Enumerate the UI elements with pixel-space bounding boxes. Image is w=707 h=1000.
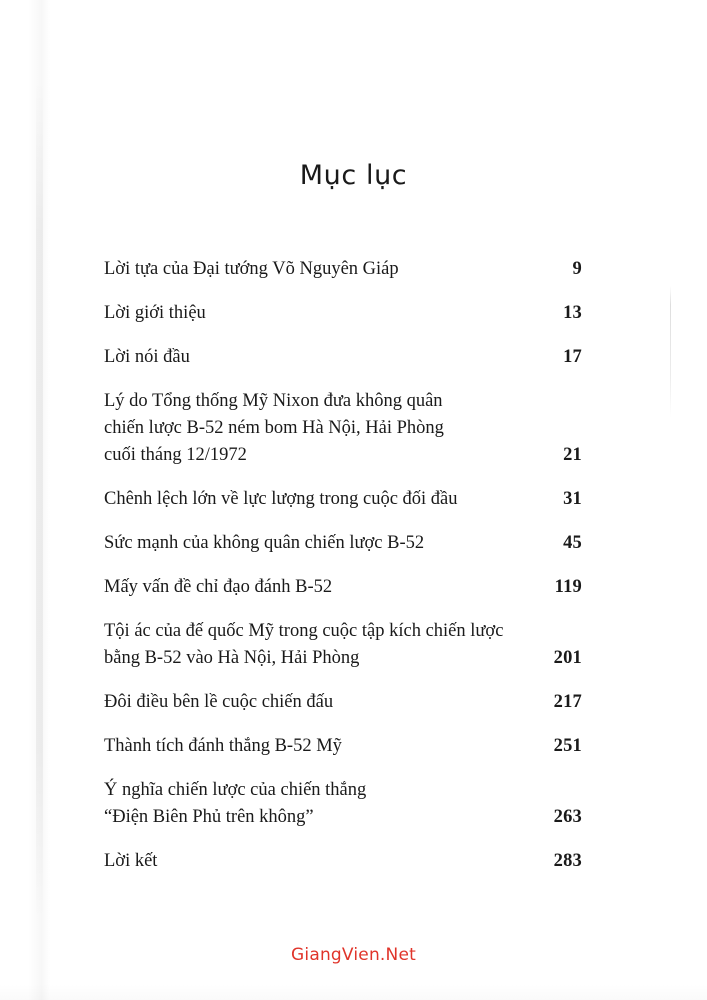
toc-page-number: 21 [563,445,582,465]
toc-entry-title: Ý nghĩa chiến lược của chiến thắng [104,780,367,800]
toc-entry-line [104,574,582,601]
toc-entry[interactable] [104,344,582,371]
page-title: Mục lục [299,160,408,191]
toc-page-number: 283 [553,851,582,871]
toc-entry-title: Lý do Tổng thống Mỹ Nixon đưa không quân [104,391,443,411]
toc-entry[interactable] [104,733,582,760]
toc-entry-title: Chênh lệch lớn về lực lượng trong cuộc đối đầu [104,489,458,509]
toc-entry[interactable] [104,486,582,513]
toc-entry-line [104,442,582,469]
toc-entry-line [104,530,582,557]
toc-entry[interactable] [104,300,582,327]
scan-gutter-shadow [28,0,50,1000]
toc-entry-line [104,777,582,804]
toc-entry-line [104,689,582,716]
toc-page-number: 251 [553,736,582,756]
toc-entry[interactable] [104,777,582,831]
toc-entry-line [104,848,582,875]
toc-page-number: 119 [554,577,582,597]
toc-entry[interactable] [104,848,582,875]
toc-page-number: 45 [563,533,582,553]
toc-entry[interactable] [104,530,582,557]
toc-entry-title: Lời giới thiệu [104,303,206,323]
scan-gutter-line [36,80,43,920]
toc-entry[interactable] [104,618,582,672]
toc-entry[interactable] [104,256,582,283]
toc-page-number: 9 [572,259,582,279]
toc-entry-title: Lời nói đầu [104,347,190,367]
toc-entry-title: Đôi điều bên lề cuộc chiến đấu [104,692,334,712]
watermark: GiangVien.Net [291,945,416,965]
toc-entry-line [104,486,582,513]
toc-entry-line [104,645,582,672]
toc-page-number: 31 [563,489,582,509]
scan-edge-artifact [670,286,671,418]
toc-page-number: 13 [563,303,582,323]
toc-page-number: 17 [563,347,582,367]
toc-entry-line [104,344,582,371]
toc-entry-title: Tội ác của đế quốc Mỹ trong cuộc tập kích chiến lược [104,621,504,641]
toc-entry-title: Lời tựa của Đại tướng Võ Nguyên Giáp [104,259,399,279]
toc-entry-title: Mấy vấn đề chỉ đạo đánh B-52 [104,577,333,597]
table-of-contents-list [104,256,582,875]
toc-entry-line [104,415,582,442]
toc-entry-title: bằng B-52 vào Hà Nội, Hải Phòng [104,648,360,668]
scan-bottom-artifact [0,984,707,1000]
toc-entry[interactable] [104,574,582,601]
toc-entry-title: “Điện Biên Phủ trên không” [104,807,314,827]
toc-page-number: 201 [553,648,582,668]
toc-entry[interactable] [104,689,582,716]
toc-entry-title: Sức mạnh của không quân chiến lược B-52 [104,533,425,553]
toc-entry-title: cuối tháng 12/1972 [104,445,247,465]
toc-entry-title: Thành tích đánh thắng B-52 Mỹ [104,736,342,756]
toc-page-number: 217 [553,692,582,712]
toc-page-number: 263 [553,807,582,827]
toc-entry-title: chiến lược B-52 ném bom Hà Nội, Hải Phòng [104,418,444,438]
toc-entry-line [104,733,582,760]
toc-entry-line [104,388,582,415]
toc-entry-line [104,300,582,327]
toc-entry-line [104,804,582,831]
toc-entry-title: Lời kết [104,851,158,871]
toc-entry[interactable] [104,388,582,469]
toc-entry-line [104,256,582,283]
toc-entry-line [104,618,582,645]
